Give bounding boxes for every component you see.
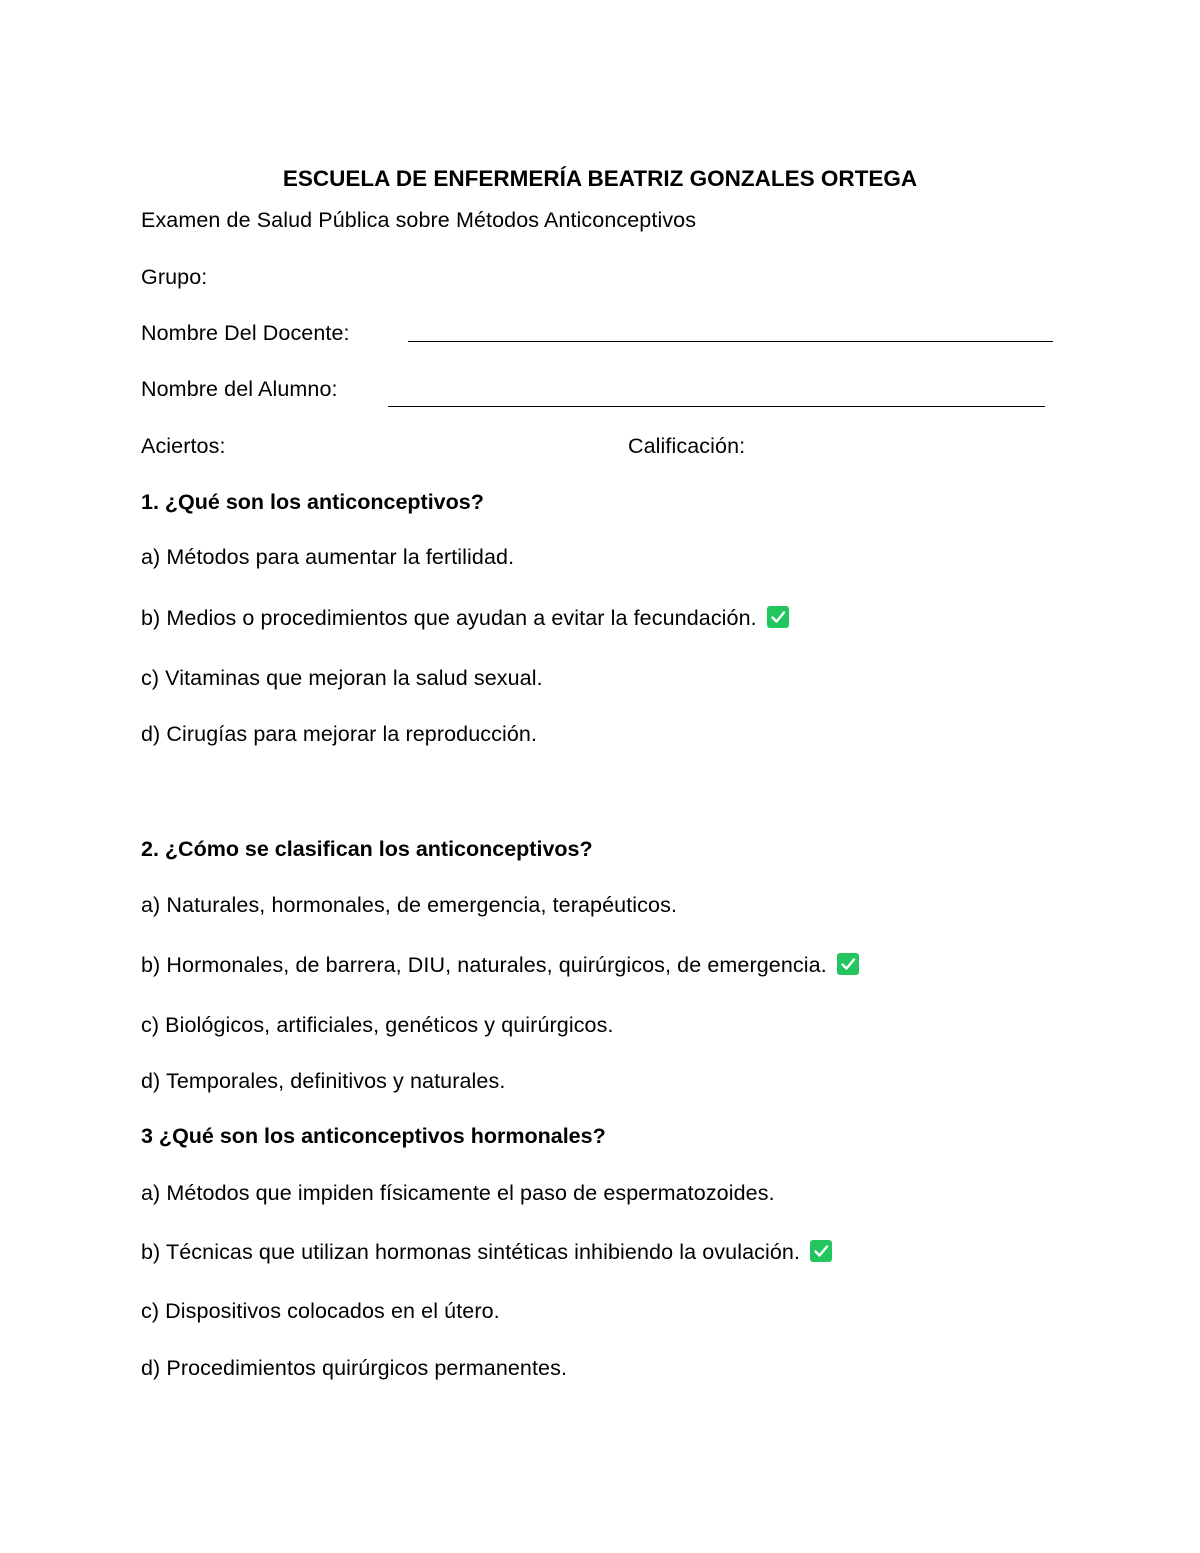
student-name-line[interactable] bbox=[388, 406, 1045, 407]
q1-option-b: b) Medios o procedimientos que ayudan a evitar la fecundación. bbox=[141, 606, 757, 630]
score-label: Aciertos: bbox=[141, 434, 226, 458]
teacher-name-line[interactable] bbox=[408, 341, 1053, 342]
q2-option-b: b) Hormonales, de barrera, DIU, naturales, quirúrgicos, de emergencia. bbox=[141, 953, 827, 977]
q3-option-d: d) Procedimientos quirúrgicos permanentes. bbox=[141, 1356, 568, 1380]
school-title: ESCUELA DE ENFERMERÍA BEATRIZ GONZALES ORTEGA bbox=[282, 166, 918, 191]
exam-title: Examen de Salud Pública sobre Métodos Anticonceptivos bbox=[141, 208, 697, 232]
teacher-label: Nombre Del Docente: bbox=[141, 321, 350, 345]
q3-option-b: b) Técnicas que utilizan hormonas sintéticas inhibiendo la ovulación. bbox=[141, 1240, 801, 1264]
group-label: Grupo: bbox=[141, 265, 208, 289]
q1-option-c: c) Vitaminas que mejoran la salud sexual. bbox=[141, 666, 543, 690]
q1-option-a: a) Métodos para aumentar la fertilidad. bbox=[141, 545, 515, 569]
check-box-icon bbox=[767, 606, 789, 628]
student-label: Nombre del Alumno: bbox=[141, 377, 338, 401]
grade-label: Calificación: bbox=[628, 434, 746, 458]
question-2: 2. ¿Cómo se clasifican los anticonceptivos? bbox=[141, 837, 593, 861]
q2-option-a: a) Naturales, hormonales, de emergencia, terapéuticos. bbox=[141, 893, 678, 917]
q3-option-a: a) Métodos que impiden físicamente el paso de espermatozoides. bbox=[141, 1181, 775, 1205]
q2-option-d: d) Temporales, definitivos y naturales. bbox=[141, 1069, 506, 1093]
q2-option-b-row bbox=[141, 953, 859, 978]
question-1: 1. ¿Qué son los anticonceptivos? bbox=[141, 490, 484, 514]
check-box-icon bbox=[837, 953, 859, 975]
q2-option-c: c) Biológicos, artificiales, genéticos y quirúrgicos. bbox=[141, 1013, 614, 1037]
q1-option-b-row bbox=[141, 606, 789, 631]
question-3: 3 ¿Qué son los anticonceptivos hormonales? bbox=[141, 1124, 606, 1148]
check-box-icon bbox=[810, 1240, 832, 1262]
q3-option-b-row bbox=[141, 1240, 832, 1265]
q1-option-d: d) Cirugías para mejorar la reproducción. bbox=[141, 722, 538, 746]
q3-option-c: c) Dispositivos colocados en el útero. bbox=[141, 1299, 500, 1323]
